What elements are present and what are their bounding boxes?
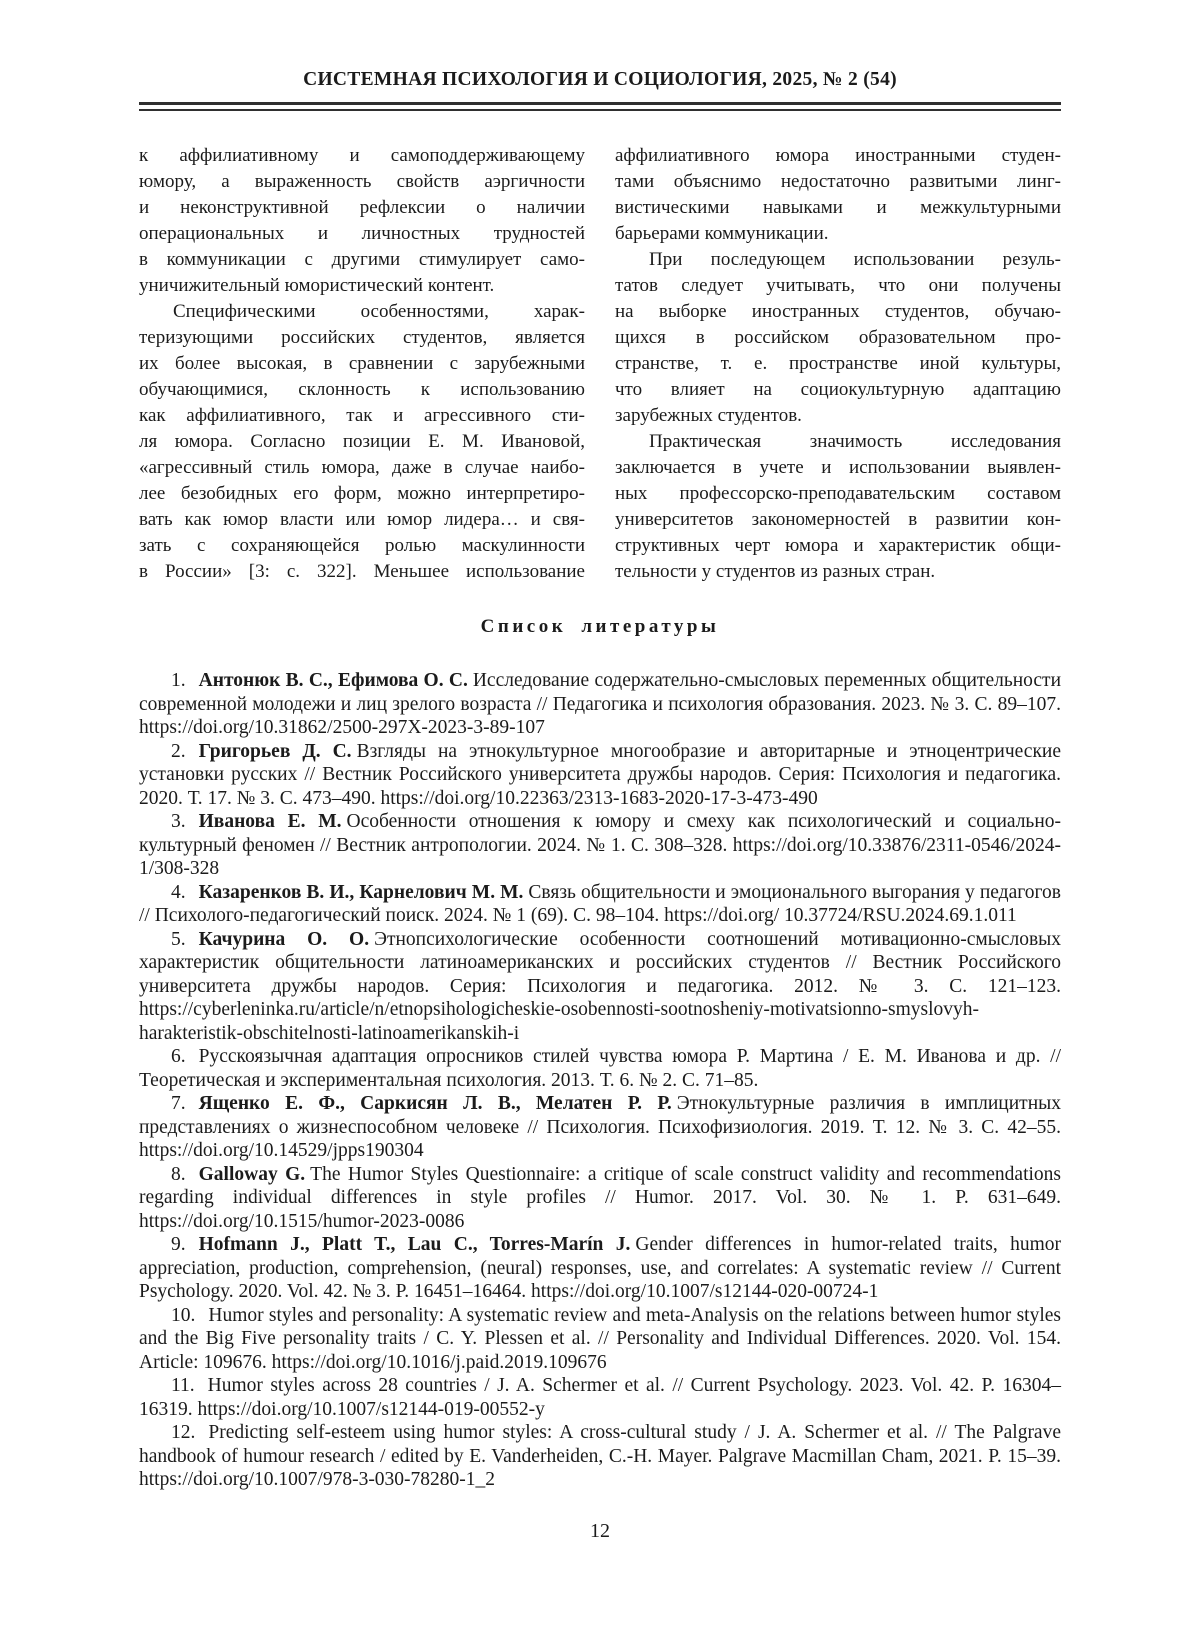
reference-authors: Galloway G.: [198, 1163, 306, 1185]
reference-number: 5.: [171, 928, 186, 950]
text-line: теризующими российских студентов, является: [139, 327, 585, 348]
reference-text: Humor styles and personality: A systematic review and meta-Analysis on the relations between humor styles and the Big Five personality traits / C. Y. Plessen et al. // Personality and Individual Differences. 2020. Vol. 154. Article: 109676. https://doi.org/10.1016/j.paid.2019.109676: [139, 1304, 1061, 1373]
text-line: что влияет на социокультурную адаптацию: [615, 379, 1061, 400]
text-line: «агрессивный стиль юмора, даже в случае наибо-: [139, 457, 585, 478]
reference-item: [139, 928, 1061, 1046]
reference-item: [139, 881, 1061, 928]
reference-item: [139, 1304, 1061, 1375]
reference-authors: Hofmann J., Platt T., Lau C., Torres-Marín J.: [198, 1234, 631, 1255]
reference-number: 7.: [171, 1093, 186, 1114]
reference-text: Этнокультурные различия в имплицитных представлениях о жизнеспособном человеке // Психология. Психофизиология. 2019. Т. 12. № 3. С. 42–55. https://doi.org/10.14529/jpps190304: [139, 1093, 1061, 1161]
text-line: в России» [3: с. 322]. Меньшее использование: [139, 561, 585, 582]
references-list: [139, 669, 1061, 1492]
text-line: юмору, а выраженность свойств аэргичности: [139, 171, 585, 192]
text-line: как аффилиативного, так и агрессивного сти-: [139, 405, 585, 426]
text-line: обучающимися, склонность к использованию: [139, 379, 585, 400]
reference-text: Особенности отношения к юмору и смеху как психологический и социально-культурный феномен // Вестник антропологии. 2024. № 1. С. 308–328. https://doi.org/10.33876/2311-0546/2024-1/308-328: [139, 811, 1062, 879]
reference-authors: Ященко Е. Ф., Саркисян Л. В., Мелатен Р. Р.: [198, 1093, 672, 1114]
reference-number: 8.: [171, 1163, 186, 1185]
text-line: заключается в учете и использовании выявлен-: [615, 457, 1061, 478]
reference-item: [139, 1045, 1061, 1092]
reference-item: [139, 740, 1061, 811]
reference-item: [139, 1421, 1061, 1492]
text-line: аффилиативного юмора иностранными студен-: [615, 145, 1061, 166]
reference-text: Gender differences in humor-related traits, humor appreciation, production, comprehension, (neural) responses, use, and correlates: A systematic review // Current Psychology. 2020. Vol. 42. № 3. P. 16451–16464. https://doi.org/10.1007/s12144-020-00724-1: [139, 1234, 1061, 1302]
text-line: и неконструктивной рефлексии о наличии: [139, 197, 585, 218]
reference-text: Взгляды на этнокультурное многообразие и авторитарные и этноцентрические установки русских // Вестник Российского университета дружбы народов. Серия: Психология и педагогика. 2020. Т. 17. № 3. С. 473–490. https://doi.org/10.22363/2313-1683-2020-17-3-473-490: [139, 740, 1062, 809]
reference-number: 11.: [171, 1375, 195, 1396]
reference-number: 2.: [171, 740, 186, 762]
reference-item: [139, 669, 1061, 740]
reference-text: Исследование содержательно-смысловых переменных общительности современной молодежи и лиц зрелого возраста // Педагогика и психология образования. 2023. № 3. С. 89–107. https://doi.org/10.31862/2500-297X-2023-3-89-107: [139, 670, 1062, 738]
reference-text: Этнопсихологические особенности соотношений мотивационно-смысловых характеристик общительности латиноамериканских и российских студентов // Вестник Российского университета дружбы народов. Серия: Психология и педагогика. 2012. № 3. С. 121–123. https://cyberleninka.ru/article/n/etnopsihologicheskie-osobennosti-sootnosheniy-motivatsionno-smyslovyh-harakteristik-obschitelnosti-latinoamerikanskih-i: [139, 928, 1062, 1044]
text-line: барьерами коммуникации.: [615, 223, 829, 244]
reference-text: Русскоязычная адаптация опросников стилей чувства юмора Р. Мартина / Е. М. Иванова и др. // Теоретическая и экспериментальная психология. 2013. Т. 6. № 2. С. 71–85.: [139, 1046, 1061, 1091]
reference-text: The Humor Styles Questionnaire: a critique of scale construct validity and recommendations regarding individual differences in style profiles // Humor. 2017. Vol. 30. № 1. P. 631–649. https://doi.org/10.1515/humor-2023-0086: [139, 1163, 1061, 1232]
journal-running-head: СИСТЕМНАЯ ПСИХОЛОГИЯ И СОЦИОЛОГИЯ, 2025, № 2 (54): [303, 69, 897, 90]
reference-authors: Иванова Е. М.: [198, 811, 342, 832]
text-line: ля юмора. Согласно позиции Е. М. Ивановой,: [139, 431, 585, 452]
reference-item: [139, 1233, 1061, 1304]
text-line: тами объяснимо недостаточно развитыми линг-: [615, 171, 1061, 192]
text-line: лее безобидных его форм, можно интерпретиро-: [139, 483, 585, 504]
reference-text: Predicting self-esteem using humor styles: A cross-cultural study / J. A. Schermer et al. // The Palgrave handbook of humour research / edited by E. Vanderheiden, C.-H. Mayer. Palgrave Macmillan Cham, 2021. P. 15–39. https://doi.org/10.1007/978-3-030-78280-1_2: [139, 1422, 1061, 1490]
reference-number: 9.: [171, 1234, 186, 1255]
references-heading: Список литературы: [480, 616, 720, 637]
text-line: татов следует учитывать, что они получены: [615, 275, 1061, 296]
page-number: 12: [590, 1520, 610, 1542]
reference-item: [139, 1163, 1061, 1234]
reference-number: 3.: [171, 811, 186, 832]
reference-text: Связь общительности и эмоционального выгорания у педагогов // Психолого-педагогический поиск. 2024. № 1 (69). С. 98–104. https://doi.org/ 10.37724/RSU.2024.69.1.011: [139, 881, 1061, 926]
text-line: к аффилиативному и самоподдерживающему: [139, 145, 585, 166]
reference-number: 1.: [171, 670, 186, 691]
header-rule: [139, 102, 1061, 111]
reference-number: 12.: [171, 1422, 196, 1443]
text-line: странстве, т. е. пространстве иной культуры,: [615, 353, 1061, 374]
reference-text: Humor styles across 28 countries / J. A. Schermer et al. // Current Psychology. 2023. Vol. 42. P. 16304–16319. https://doi.org/10.1007/s12144-019-00552-y: [139, 1375, 1061, 1420]
text-line: щихся в российском образовательном про-: [615, 327, 1061, 348]
left-column: [139, 143, 585, 585]
text-line: их более высокая, в сравнении с зарубежными: [139, 353, 585, 374]
reference-item: [139, 810, 1061, 881]
text-line: зать с сохраняющейся ролью маскулинности: [139, 535, 585, 556]
text-line: При последующем использовании резуль-: [649, 249, 1061, 270]
reference-authors: Качурина О. О.: [198, 928, 370, 950]
text-line: вать как юмор власти или юмор лидера… и свя-: [139, 509, 585, 530]
reference-item: [139, 1374, 1061, 1421]
text-line: в коммуникации с другими стимулирует само-: [139, 249, 585, 270]
body-columns: [139, 143, 1061, 585]
text-line: Практическая значимость исследования: [649, 431, 1061, 452]
text-line: ных профессорско-преподавательским составом: [615, 483, 1061, 504]
text-line: уничижительный юмористический контент.: [139, 275, 495, 296]
text-line: структивных черт юмора и характеристик общи-: [615, 535, 1061, 556]
text-line: университетов закономерностей в развитии кон-: [615, 509, 1061, 530]
text-line: Специфическими особенностями, харак-: [173, 301, 585, 322]
reference-authors: Казаренков В. И., Карнелович М. М.: [198, 881, 524, 903]
reference-number: 4.: [171, 881, 186, 903]
text-line: операциональных и личностных трудностей: [139, 223, 585, 244]
reference-number: 6.: [171, 1046, 186, 1067]
right-column: [615, 143, 1061, 585]
text-line: тельности у студентов из разных стран.: [615, 561, 936, 582]
text-line: вистическими навыками и межкультурными: [615, 197, 1061, 218]
reference-authors: Антонюк В. С., Ефимова О. С.: [198, 670, 468, 691]
text-line: на выборке иностранных студентов, обучаю-: [615, 301, 1061, 322]
reference-number: 10.: [171, 1304, 196, 1326]
text-line: зарубежных студентов.: [615, 405, 802, 426]
reference-item: [139, 1092, 1061, 1163]
reference-authors: Григорьев Д. С.: [198, 740, 352, 762]
